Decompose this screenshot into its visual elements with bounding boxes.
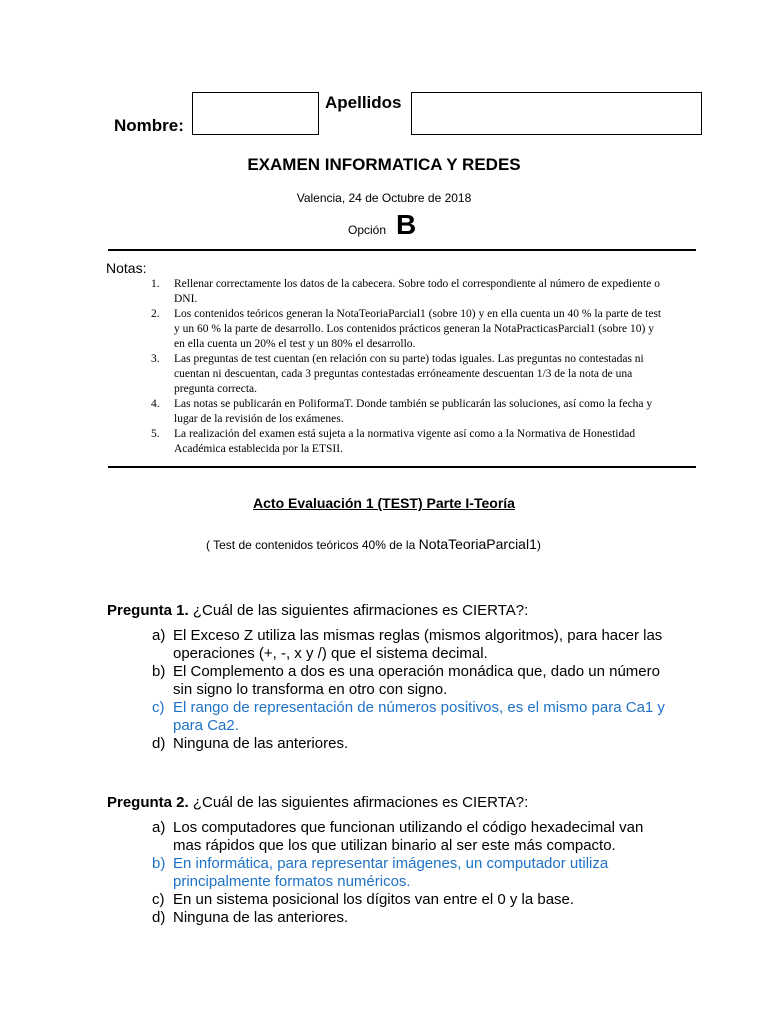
apellidos-label: Apellidos — [325, 93, 402, 112]
question-label: Pregunta 2. — [107, 794, 189, 811]
option-letter: a) — [152, 819, 166, 836]
section-note — [206, 536, 541, 552]
option-label: Opción — [348, 223, 387, 237]
nota-text: Las notas se publicarán en PoliformaT. Donde también se publicarán las soluciones, así como la fecha y lugar de la revisión de los exámenes. — [174, 398, 653, 425]
nota-number: 2. — [151, 308, 160, 320]
nota-text: Las preguntas de test cuentan (en relación con su parte) todas iguales. Las preguntas no contestadas ni cuentan ni descuentan, cada 3 preguntas contestadas erróneamente descuentan 1/3 de la nota de una pregunta correcta. — [174, 353, 644, 395]
nota-item — [146, 277, 666, 307]
section-title — [0, 495, 768, 511]
option-text: Los computadores que funcionan utilizando el código hexadecimal van mas rápidos que los que utilizan binario al ser este más compacto. — [173, 819, 644, 854]
option-letter: c) — [152, 699, 165, 716]
question-2-options — [150, 819, 670, 927]
exam-option — [348, 209, 416, 241]
section-note-suffix: ) — [536, 538, 541, 552]
exam-title: EXAMEN INFORMATICA Y REDES — [247, 155, 521, 174]
option-text: El Exceso Z utiliza las mismas reglas (mismos algoritmos), para hacer las operaciones (+, -, x y /) que el sistema decimal. — [173, 627, 663, 662]
answer-option[interactable] — [150, 891, 670, 909]
question-1-heading — [107, 602, 528, 619]
answer-option[interactable] — [150, 663, 670, 699]
option-text: En un sistema posicional los dígitos van entre el 0 y la base. — [173, 891, 575, 908]
option-letter: c) — [152, 891, 165, 908]
option-text: Ninguna de las anteriores. — [173, 909, 349, 926]
option-text: Ninguna de las anteriores. — [173, 735, 349, 752]
nota-number: 1. — [151, 278, 160, 290]
nota-item — [146, 307, 666, 352]
nota-item — [146, 352, 666, 397]
answer-option-correct[interactable] — [150, 699, 670, 735]
nota-number: 5. — [151, 428, 160, 440]
option-letter: d) — [152, 735, 166, 752]
nota-number: 4. — [151, 398, 160, 410]
nota-number: 3. — [151, 353, 160, 365]
nota-item — [146, 397, 666, 427]
option-text: El rango de representación de números positivos, es el mismo para Ca1 y para Ca2. — [173, 699, 665, 734]
nombre-field[interactable] — [192, 92, 319, 135]
exam-date: Valencia, 24 de Octubre de 2018 — [296, 191, 472, 205]
section-note-emphasis: NotaTeoriaParcial1 — [418, 536, 537, 552]
bottom-divider — [108, 466, 696, 468]
section-title-text: Acto Evaluación 1 (TEST) Parte I-Teoría — [253, 495, 515, 511]
option-letter: b) — [152, 855, 166, 872]
answer-option[interactable] — [150, 627, 670, 663]
option-text: En informática, para representar imágenes, un computador utiliza principalmente formatos numéricos. — [173, 855, 609, 890]
option-letter: b) — [152, 663, 166, 680]
option-letter: d) — [152, 909, 166, 926]
option-letter: a) — [152, 627, 166, 644]
nota-item — [146, 427, 666, 457]
nota-text: Los contenidos teóricos generan la NotaTeoriaParcial1 (sobre 10) y en ella cuenta un 40 % la parte de test y un 60 % la parte de desarrollo. Los contenidos prácticos generan la NotaPracticasParcial1 (sobre 10) y en ella cuenta un 20% el test y un 80% el desarrollo. — [174, 308, 662, 350]
nota-text: La realización del examen está sujeta a la normativa vigente así como a la Normativa de Honestidad Académica establecida por la ETSII. — [174, 428, 636, 455]
question-2-heading — [107, 794, 528, 811]
notas-list — [146, 277, 666, 457]
option-text: El Complemento a dos es una operación monádica que, dado un número sin signo lo transforma en otro con signo. — [173, 663, 660, 698]
answer-option[interactable] — [150, 909, 670, 927]
nombre-label: Nombre: — [114, 116, 184, 135]
apellidos-field[interactable] — [411, 92, 702, 135]
question-1-options — [150, 627, 670, 753]
answer-option[interactable] — [150, 819, 670, 855]
section-note-prefix: ( Test de contenidos teóricos 40% de la — [206, 538, 419, 552]
nota-text: Rellenar correctamente los datos de la cabecera. Sobre todo el correspondiente al número de expediente o DNI. — [174, 278, 660, 305]
top-divider — [108, 249, 696, 251]
question-label: Pregunta 1. — [107, 602, 189, 619]
question-text: ¿Cuál de las siguientes afirmaciones es CIERTA?: — [188, 602, 529, 619]
question-text: ¿Cuál de las siguientes afirmaciones es CIERTA?: — [188, 794, 529, 811]
answer-option[interactable] — [150, 735, 670, 753]
notas-label: Notas: — [106, 260, 147, 276]
answer-option-correct[interactable] — [150, 855, 670, 891]
option-value: B — [396, 209, 417, 240]
